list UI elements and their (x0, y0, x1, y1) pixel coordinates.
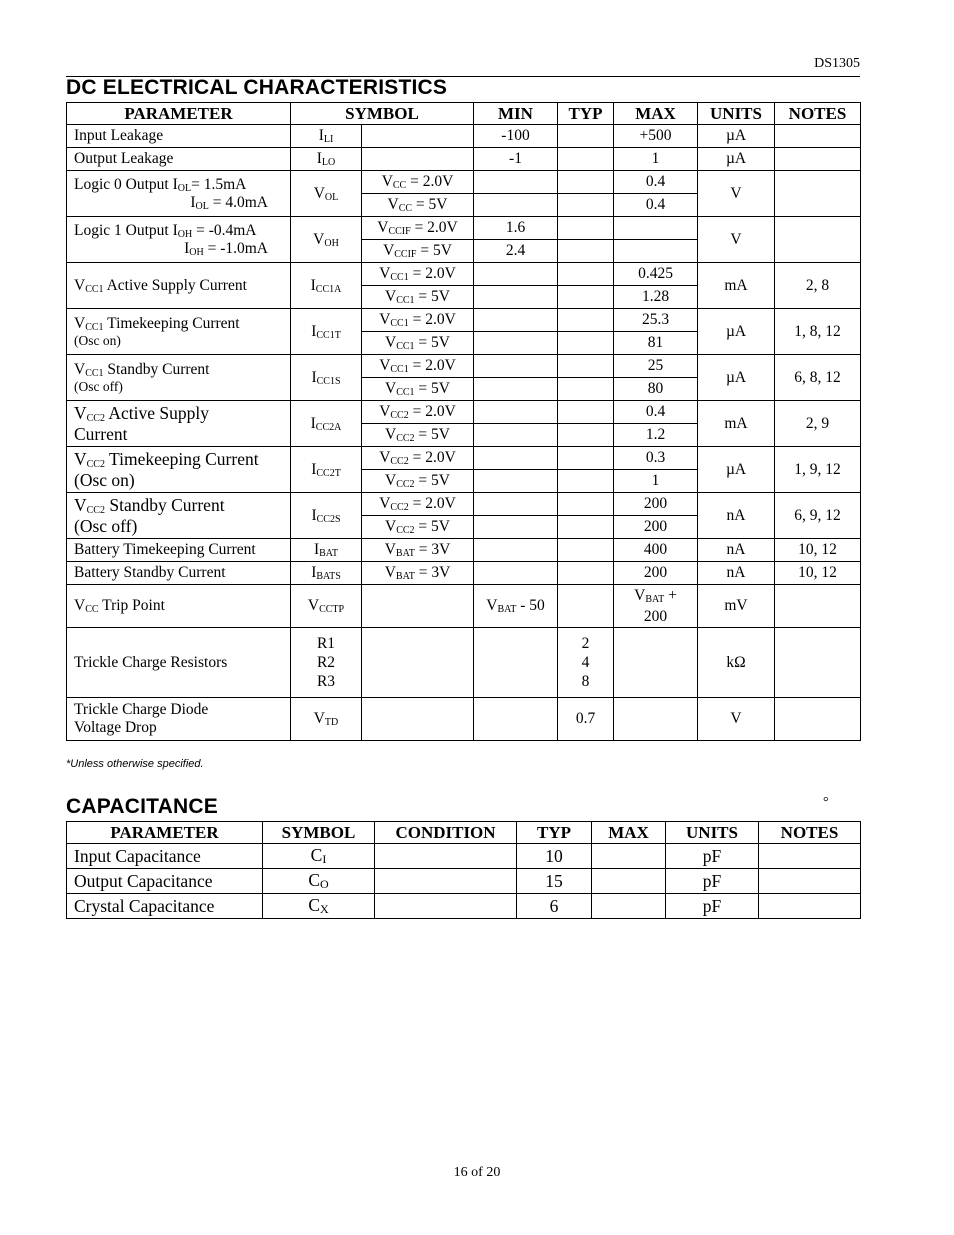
max-cell (614, 698, 698, 741)
max-cell: 0.425 (614, 263, 698, 286)
condition-cell: $V_{CC1} = 5V$ (362, 378, 474, 401)
parameter-cell: Crystal Capacitance (67, 894, 263, 919)
condition-cell: $V_{CC} = 2.0V$ (362, 171, 474, 194)
symbol-cell: CO (263, 869, 375, 894)
units-cell: nA (698, 539, 775, 562)
notes-cell (775, 698, 861, 741)
notes-cell (775, 585, 861, 628)
table-row (67, 894, 861, 919)
table-row (67, 447, 861, 470)
min-cell (474, 493, 558, 516)
symbol-cell: $I_{CC2A}$ (291, 401, 362, 447)
table-row (67, 125, 861, 148)
typ-cell (558, 539, 614, 562)
parameter-cell: Battery Standby Current (67, 562, 291, 585)
document-id: DS1305 (814, 56, 860, 71)
symbol-cell: $I_{CC2T}$ (291, 447, 362, 493)
max-cell: $V_{BAT}$ + 200 (614, 585, 698, 628)
units-cell: µA (698, 447, 775, 493)
max-cell: 80 (614, 378, 698, 401)
footnote: *Unless otherwise specified. (66, 758, 204, 770)
parameter-cell: Logic 1 Output $I_{OH} = -0.4mA$ $I_{OH} = -1.0mA$ (67, 217, 291, 263)
min-cell (474, 447, 558, 470)
min-cell (474, 332, 558, 355)
min-cell (474, 263, 558, 286)
condition-cell (362, 628, 474, 698)
parameter-cell: $V_{CC1}$ Active Supply Current (67, 263, 291, 309)
table-row (67, 263, 861, 286)
notes-cell (759, 869, 861, 894)
max-cell (614, 217, 698, 240)
notes-cell: 1, 9, 12 (775, 447, 861, 493)
symbol-cell: $I_{CC1A}$ (291, 263, 362, 309)
column-header: MAX (614, 103, 698, 125)
page-number: 16 of 20 (453, 1165, 501, 1180)
parameter-cell: Logic 0 Output $I_{OL}= 1.5mA$ $I_{OL} = 4.0mA$ (67, 171, 291, 217)
units-cell: mA (698, 263, 775, 309)
condition-cell: $V_{CC2} = 5V$ (362, 424, 474, 447)
column-header: SYMBOL (291, 103, 474, 125)
condition-cell: $V_{CC2} = 5V$ (362, 470, 474, 493)
notes-cell (759, 894, 861, 919)
capacitance-section-title: CAPACITANCE (66, 795, 218, 818)
parameter-cell: Output Leakage (67, 148, 291, 171)
column-header: MAX (592, 822, 666, 844)
table-row (67, 869, 861, 894)
max-cell: 200 (614, 516, 698, 539)
column-header: SYMBOL (263, 822, 375, 844)
max-cell (592, 894, 666, 919)
notes-cell: 10, 12 (775, 562, 861, 585)
table-row (67, 355, 861, 378)
typ-cell (558, 401, 614, 424)
dc-section-title: DC ELECTRICAL CHARACTERISTICS (66, 76, 448, 99)
min-cell: -1 (474, 148, 558, 171)
units-cell: nA (698, 493, 775, 539)
parameter-cell: Input Capacitance (67, 844, 263, 869)
units-cell: V (698, 698, 775, 741)
notes-cell: 1, 8, 12 (775, 309, 861, 355)
parameter-cell: $V_{CC1}$ Timekeeping Current (Osc on) (67, 309, 291, 355)
table-row (67, 493, 861, 516)
condition-cell (362, 585, 474, 628)
typ-cell (558, 217, 614, 240)
min-cell: 1.6 (474, 217, 558, 240)
typ-cell (558, 332, 614, 355)
column-header: UNITS (698, 103, 775, 125)
column-header: MIN (474, 103, 558, 125)
symbol-cell: $I_{BAT}$ (291, 539, 362, 562)
typ-cell (558, 148, 614, 171)
min-cell (474, 424, 558, 447)
units-cell: pF (666, 894, 759, 919)
typ-cell (558, 493, 614, 516)
symbol-cell: $V_{TD}$ (291, 698, 362, 741)
max-cell: 0.4 (614, 401, 698, 424)
condition-cell: $V_{CC2} = 2.0V$ (362, 493, 474, 516)
typ-cell (558, 585, 614, 628)
parameter-cell: Trickle Charge Resistors (67, 628, 291, 698)
parameter-cell: $V_{CC}$ Trip Point (67, 585, 291, 628)
condition-cell: $V_{CC1} = 2.0V$ (362, 309, 474, 332)
condition-cell: $V_{CC1} = 5V$ (362, 332, 474, 355)
column-header: UNITS (666, 822, 759, 844)
notes-cell: 6, 9, 12 (775, 493, 861, 539)
condition-cell (375, 844, 517, 869)
min-cell (474, 470, 558, 493)
min-cell (474, 309, 558, 332)
notes-cell: 6, 8, 12 (775, 355, 861, 401)
symbol-cell: $V_{OL}$ (291, 171, 362, 217)
table-row (67, 539, 861, 562)
min-cell: $V_{BAT} - 50$ (474, 585, 558, 628)
max-cell (592, 844, 666, 869)
notes-cell: 2, 9 (775, 401, 861, 447)
symbol-cell: $I_{LI}$ (291, 125, 362, 148)
column-header: CONDITION (375, 822, 517, 844)
symbol-cell: $I_{BATS}$ (291, 562, 362, 585)
min-cell (474, 286, 558, 309)
typ-cell (558, 355, 614, 378)
max-cell: 1.2 (614, 424, 698, 447)
max-cell (592, 869, 666, 894)
table-row (67, 562, 861, 585)
units-cell: kΩ (698, 628, 775, 698)
min-cell (474, 378, 558, 401)
typ-cell (558, 309, 614, 332)
notes-cell: 2, 8 (775, 263, 861, 309)
symbol-cell: CI (263, 844, 375, 869)
typ-cell: 0.7 (558, 698, 614, 741)
condition-cell: $V_{CCIF} = 2.0V$ (362, 217, 474, 240)
condition-cell (362, 698, 474, 741)
min-cell (474, 516, 558, 539)
notes-cell (775, 148, 861, 171)
typ-cell: 15 (517, 869, 592, 894)
column-header: NOTES (759, 822, 861, 844)
column-header: TYP (517, 822, 592, 844)
condition-cell: $V_{BAT} = 3V$ (362, 539, 474, 562)
condition-cell: $V_{CC} = 5V$ (362, 194, 474, 217)
typ-cell (558, 286, 614, 309)
units-cell: V (698, 217, 775, 263)
units-cell: µA (698, 148, 775, 171)
table-row (67, 217, 861, 240)
parameter-cell: Battery Timekeeping Current (67, 539, 291, 562)
symbol-cell: $I_{CC2S}$ (291, 493, 362, 539)
max-cell (614, 628, 698, 698)
column-header: NOTES (775, 103, 861, 125)
condition-cell (362, 125, 474, 148)
units-cell: V (698, 171, 775, 217)
parameter-cell: $V_{CC2}$ Active Supply Current (67, 401, 291, 447)
parameter-cell: $V_{CC2}$ Standby Current (Osc off) (67, 493, 291, 539)
min-cell (474, 698, 558, 741)
min-cell (474, 194, 558, 217)
max-cell: 200 (614, 493, 698, 516)
typ-cell (558, 516, 614, 539)
units-cell: µA (698, 355, 775, 401)
max-cell: 1 (614, 470, 698, 493)
table-row (67, 628, 861, 698)
min-cell: -100 (474, 125, 558, 148)
symbol-cell: $V_{CCTP}$ (291, 585, 362, 628)
typ-cell (558, 194, 614, 217)
notes-cell (775, 217, 861, 263)
max-cell: 25.3 (614, 309, 698, 332)
typ-cell (558, 470, 614, 493)
typ-cell (558, 125, 614, 148)
table-row (67, 401, 861, 424)
units-cell: mA (698, 401, 775, 447)
symbol-cell: $V_{OH}$ (291, 217, 362, 263)
condition-cell: $V_{CC2} = 5V$ (362, 516, 474, 539)
notes-cell (775, 171, 861, 217)
typ-cell (558, 447, 614, 470)
min-cell (474, 355, 558, 378)
symbol-cell: $I_{CC1T}$ (291, 309, 362, 355)
max-cell: 81 (614, 332, 698, 355)
min-cell: 2.4 (474, 240, 558, 263)
condition-cell: $V_{CC1} = 2.0V$ (362, 355, 474, 378)
max-cell: 400 (614, 539, 698, 562)
table-row (67, 171, 861, 194)
notes-cell (775, 628, 861, 698)
table-header-row (67, 822, 861, 844)
parameter-cell: $V_{CC1}$ Standby Current (Osc off) (67, 355, 291, 401)
symbol-cell: R1 R2 R3 (291, 628, 362, 698)
typ-cell (558, 378, 614, 401)
dc-characteristics-table (66, 102, 861, 741)
capacitance-table (66, 821, 861, 919)
max-cell: +500 (614, 125, 698, 148)
parameter-cell: Output Capacitance (67, 869, 263, 894)
table-row (67, 309, 861, 332)
table-row (67, 844, 861, 869)
condition-cell: $V_{CC1} = 5V$ (362, 286, 474, 309)
units-cell: µA (698, 125, 775, 148)
min-cell (474, 562, 558, 585)
condition-cell (375, 894, 517, 919)
max-cell: 25 (614, 355, 698, 378)
degree-mark: ° (823, 795, 829, 810)
notes-cell (759, 844, 861, 869)
typ-cell: 6 (517, 894, 592, 919)
condition-cell (362, 148, 474, 171)
column-header: TYP (558, 103, 614, 125)
units-cell: µA (698, 309, 775, 355)
max-cell: 1.28 (614, 286, 698, 309)
units-cell: pF (666, 869, 759, 894)
condition-cell (375, 869, 517, 894)
symbol-cell: CX (263, 894, 375, 919)
typ-cell (558, 263, 614, 286)
units-cell: nA (698, 562, 775, 585)
condition-cell: $V_{CC1} = 2.0V$ (362, 263, 474, 286)
units-cell: pF (666, 844, 759, 869)
min-cell (474, 401, 558, 424)
column-header: PARAMETER (67, 822, 263, 844)
max-cell: 1 (614, 148, 698, 171)
max-cell: 0.4 (614, 171, 698, 194)
min-cell (474, 628, 558, 698)
typ-cell: 10 (517, 844, 592, 869)
column-header: PARAMETER (67, 103, 291, 125)
typ-cell (558, 171, 614, 194)
min-cell (474, 539, 558, 562)
condition-cell: $V_{CC2} = 2.0V$ (362, 447, 474, 470)
symbol-cell: $I_{LO}$ (291, 148, 362, 171)
typ-cell (558, 240, 614, 263)
max-cell: 200 (614, 562, 698, 585)
typ-cell (558, 562, 614, 585)
min-cell (474, 171, 558, 194)
condition-cell: $V_{CC2} = 2.0V$ (362, 401, 474, 424)
parameter-cell: $V_{CC2}$ Timekeeping Current (Osc on) (67, 447, 291, 493)
max-cell (614, 240, 698, 263)
notes-cell (775, 125, 861, 148)
table-header-row (67, 103, 861, 125)
condition-cell: $V_{BAT} = 3V$ (362, 562, 474, 585)
table-row (67, 585, 861, 628)
symbol-cell: $I_{CC1S}$ (291, 355, 362, 401)
max-cell: 0.4 (614, 194, 698, 217)
condition-cell: $V_{CCIF} = 5V$ (362, 240, 474, 263)
notes-cell: 10, 12 (775, 539, 861, 562)
typ-cell (558, 424, 614, 447)
max-cell: 0.3 (614, 447, 698, 470)
table-row (67, 698, 861, 741)
parameter-cell: Trickle Charge Diode Voltage Drop (67, 698, 291, 741)
table-row (67, 148, 861, 171)
typ-cell: 2 4 8 (558, 628, 614, 698)
parameter-cell: Input Leakage (67, 125, 291, 148)
units-cell: mV (698, 585, 775, 628)
